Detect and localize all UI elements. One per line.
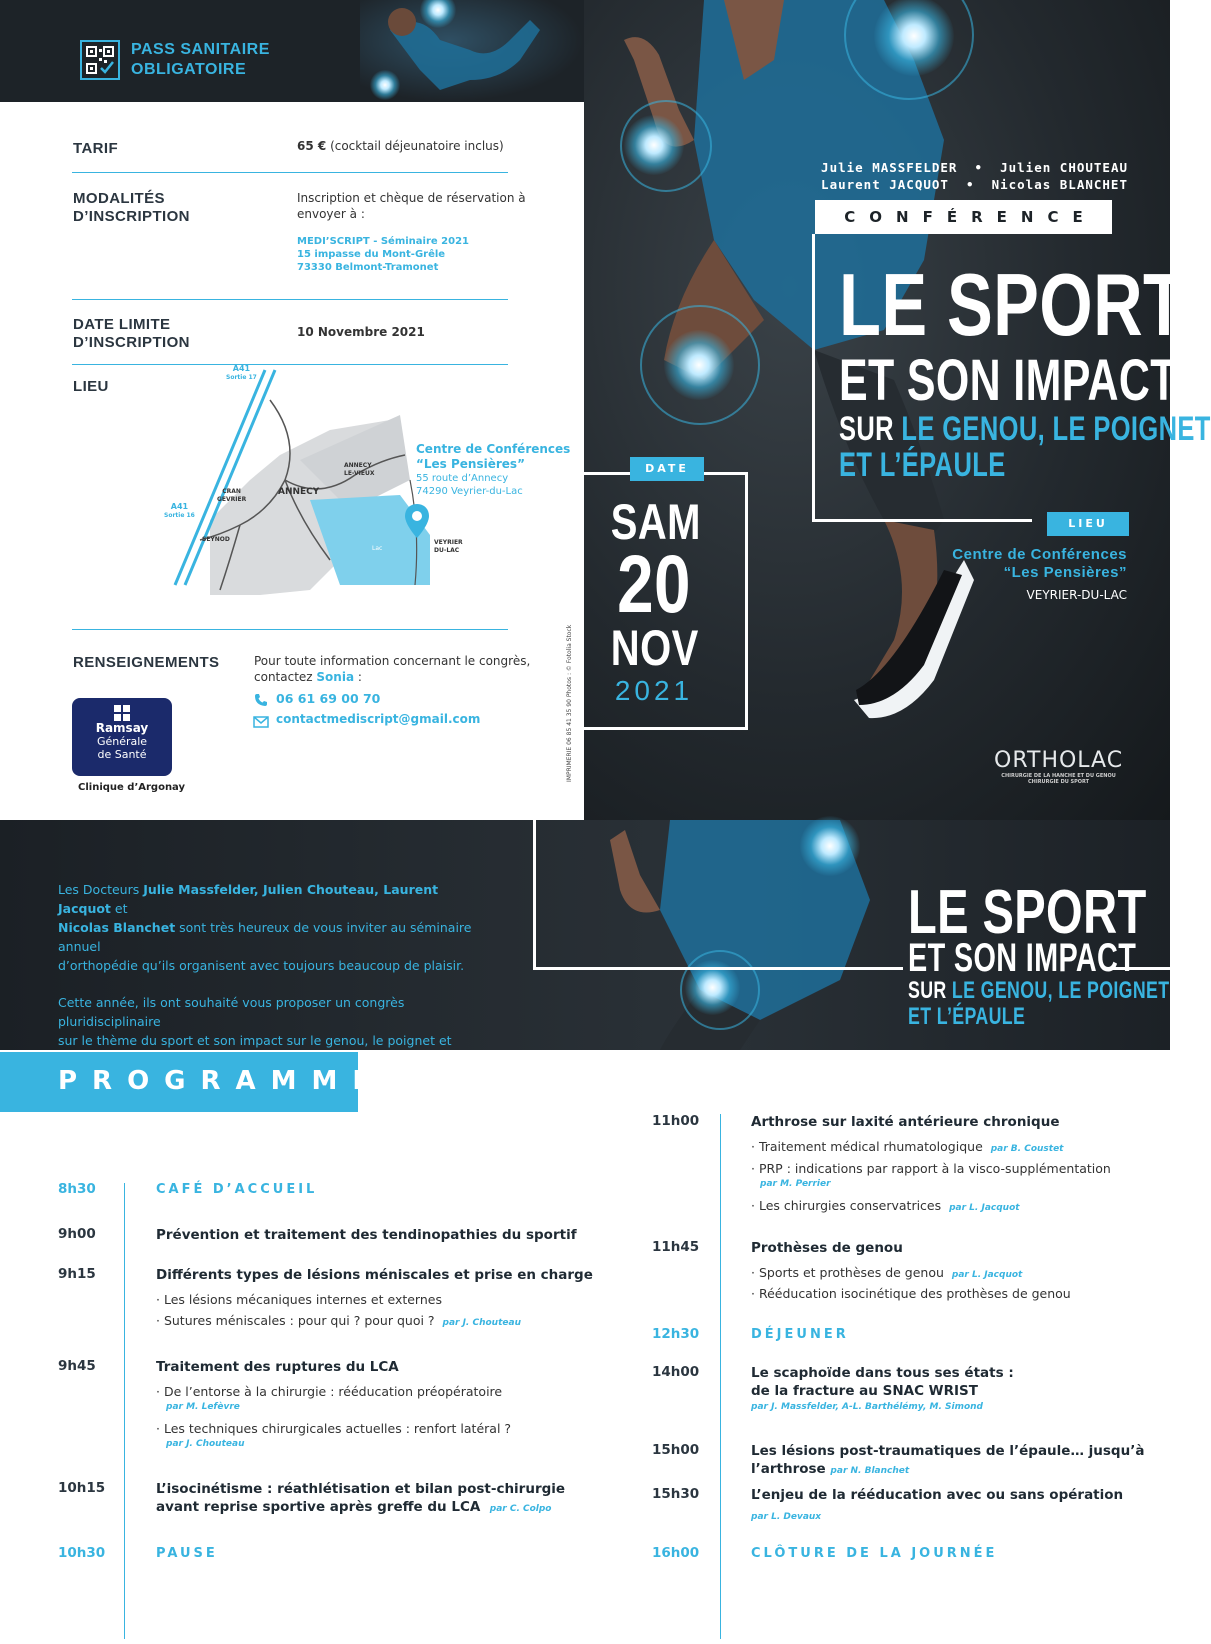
divider xyxy=(72,299,508,300)
session-time: 9h15 xyxy=(58,1266,96,1282)
tarif-value xyxy=(297,138,504,154)
programme-right-timeline xyxy=(720,1114,721,1639)
subitem-text: Rééducation isocinétique des prothèses de genou xyxy=(758,1286,1071,1301)
cover-venue-city: VEYRIER-DU-LAC xyxy=(1026,588,1127,602)
cover-title-line3 xyxy=(839,410,1211,448)
date-tag: DATE xyxy=(630,457,704,481)
clinique-label: Clinique d’Argonay xyxy=(78,782,186,793)
session-subitem: · Les chirurgies conservatrices par L. Jacquot xyxy=(751,1198,1020,1213)
date-number: 20 xyxy=(617,539,691,630)
qr-code-icon xyxy=(80,40,120,80)
frame-line-bottom xyxy=(812,519,1032,522)
subitem-text: Sports et prothèses de genou xyxy=(758,1265,944,1280)
modalites-label-line1: MODALITÉS xyxy=(73,190,165,207)
band-frame-bottom xyxy=(533,967,903,970)
registration-info-panel xyxy=(0,102,584,820)
ortholac-sub2: CHIRURGIE DU SPORT xyxy=(1027,779,1090,785)
date-limite-label-line2: D’INSCRIPTION xyxy=(73,334,190,351)
ramsay-cross-icon xyxy=(72,705,172,721)
map-annecy-le-vieux xyxy=(344,462,374,478)
band-title-genou-poignet: LE GENOU, LE POIGNET xyxy=(951,977,1170,1004)
venue-street: 55 route d’Annecy xyxy=(416,473,509,484)
cover-title-line2: ET SON IMPACT xyxy=(839,348,1177,413)
session-subitem: · Les lésions mécaniques internes et externes xyxy=(156,1292,442,1307)
contact-suffix: : xyxy=(354,670,362,684)
venue-address xyxy=(416,442,570,498)
cover-venue-line1: Centre de Conférences xyxy=(952,546,1127,563)
email-icon xyxy=(253,713,269,732)
session-time: 8h30 xyxy=(58,1181,96,1197)
subitem-text: Les chirurgies conservatrices xyxy=(758,1198,942,1213)
session-title: PAUSE xyxy=(156,1546,218,1561)
venue-name-line1: Centre de Conférences xyxy=(416,442,571,456)
speaker-jacquot: Laurent JACQUOT xyxy=(821,177,949,192)
intro-p2-b: sur le thème du sport et son impact sur le genou, le poignet et xyxy=(58,1033,452,1048)
subitem-text: Sutures méniscales : pour qui ? pour quoi ? xyxy=(163,1313,435,1328)
session-time: 11h45 xyxy=(652,1239,700,1255)
map-cran-line1: CRAN xyxy=(222,488,241,495)
cover-title-genou-poignet: LE GENOU, LE POIGNET xyxy=(901,410,1211,448)
subitem-text: Les techniques chirurgicales actuelles : renfort latéral ? xyxy=(163,1421,512,1436)
speaker-credit: par M. Perrier xyxy=(760,1179,831,1189)
date-limite-label-line1: DATE LIMITE xyxy=(73,316,171,333)
session-time: 11h00 xyxy=(652,1113,700,1129)
contact-name: Sonia xyxy=(316,670,355,684)
session-time: 16h00 xyxy=(652,1545,700,1561)
cover-title-line4: ET L’ÉPAULE xyxy=(839,446,1006,484)
session-title-line1: Les lésions post-traumatiques de l’épaule… jusqu’à xyxy=(751,1443,1145,1459)
session-subitem: · Traitement médical rhumatologique par B. Coustet xyxy=(751,1139,1064,1154)
contact-text xyxy=(254,653,530,685)
session-time: 15h00 xyxy=(652,1442,700,1458)
session-subitem: · Sutures méniscales : pour qui ? pour quoi ? par J. Chouteau xyxy=(156,1313,521,1328)
cover-title-line1: LE SPORT xyxy=(839,255,1186,354)
phone-icon xyxy=(254,692,268,711)
session-title-line1: L’isocinétisme : réathlétisation et bilan post-chirurgie xyxy=(156,1481,566,1497)
phone-link[interactable]: 06 61 69 00 70 xyxy=(276,691,381,706)
intro-p1-d: d’orthopédie qu’ils organisent avec toujours beaucoup de plaisir. xyxy=(58,958,465,973)
date-day: SAM xyxy=(610,494,701,550)
cover-venue-line2: “Les Pensières” xyxy=(1003,564,1127,581)
intro-band xyxy=(0,820,1170,1050)
subitem-text: Les lésions mécaniques internes et externes xyxy=(163,1292,442,1307)
sortie-17: Sortie 17 xyxy=(226,374,257,381)
speaker-credit: par J. Massfelder, A-L. Barthélémy, M. Simond xyxy=(751,1402,983,1412)
speakers-line2: Laurent JACQUOT • Nicolas BLANCHET xyxy=(821,177,1128,192)
session-title: CAFÉ D’ACCUEIL xyxy=(156,1182,318,1197)
band-ring-knee xyxy=(680,950,760,1030)
contact-text-line1: Pour toute information concernant le congrès, xyxy=(254,654,531,668)
tarif-label: TARIF xyxy=(73,140,119,157)
session-title-text: L’enjeu de la rééducation avec ou sans opération xyxy=(751,1487,1124,1503)
band-title-line4: ET L’ÉPAULE xyxy=(908,1003,1026,1030)
modalites-text-line2: envoyer à : xyxy=(297,207,365,221)
a41-top-label xyxy=(226,364,257,382)
programme-header xyxy=(0,1052,386,1112)
cover-venue xyxy=(952,546,1127,604)
speaker-chouteau: Julien CHOUTEAU xyxy=(1000,160,1128,175)
ortholac-name: ORTHOLAC xyxy=(994,748,1124,773)
intro-p1-names: Julie Massfelder, Julien Chouteau, Laurent Jacquot xyxy=(58,882,439,916)
a41-top: A41 xyxy=(232,364,251,373)
sortie-16: Sortie 16 xyxy=(164,512,195,519)
session-title-line1: Le scaphoïde dans tous ses états : xyxy=(751,1365,1014,1381)
band-frame-left xyxy=(533,820,536,970)
speaker-credit: par M. Lefèvre xyxy=(166,1402,240,1412)
session-subitem: · Rééducation isocinétique des prothèses de genou xyxy=(751,1286,1071,1301)
date-limite-label xyxy=(73,316,190,352)
venue-city: 74290 Veyrier-du-Lac xyxy=(416,486,523,497)
session-time: 15h30 xyxy=(652,1486,700,1502)
modalites-label xyxy=(73,190,190,226)
speaker-credit: par J. Chouteau xyxy=(442,1318,521,1328)
speaker-credit: par N. Blanchet xyxy=(830,1466,910,1476)
speaker-credit: par L. Jacquot xyxy=(951,1270,1023,1280)
pass-sanitaire-line1: PASS SANITAIRE xyxy=(131,41,270,58)
speakers-list xyxy=(821,159,1128,193)
ortholac-logo xyxy=(994,748,1123,785)
session-title: DÉJEUNER xyxy=(751,1327,849,1342)
speaker-credit: par L. Devaux xyxy=(751,1512,822,1522)
email-link[interactable]: contactmediscript@gmail.com xyxy=(276,712,481,726)
session-time: 9h00 xyxy=(58,1226,96,1242)
intro-p1-c: sont très heureux de vous inviter au séminaire annuel xyxy=(58,920,472,954)
intro-paragraph-1 xyxy=(58,880,486,975)
map-seynod: SEYNOD xyxy=(202,536,230,543)
session-title-line2: de la fracture au SNAC WRIST xyxy=(751,1383,978,1399)
map-annecy: ANNECY xyxy=(278,487,320,497)
event-date xyxy=(600,496,708,708)
session-subitem: · Sports et prothèses de genou par L. Jacquot xyxy=(751,1265,1023,1280)
subitem-text: Traitement médical rhumatologique xyxy=(758,1139,983,1154)
print-credit: IMPRIMERIE 06 85 41 35 90 Photos : © Fotolia Stock xyxy=(566,624,573,782)
map-cran-line2: GEVRIER xyxy=(217,496,247,503)
speaker-credit: par B. Coustet xyxy=(990,1144,1064,1154)
session-subitem: · De l’entorse à la chirurgie : rééducation préopératoire xyxy=(156,1384,503,1399)
session-time: 9h45 xyxy=(58,1358,96,1374)
address-line2: 15 impasse du Mont-Grêle xyxy=(297,249,446,260)
intro-p1-a: Les Docteurs xyxy=(58,882,144,897)
speaker-massfelder: Julie MASSFELDER xyxy=(821,160,958,175)
lieu-label: LIEU xyxy=(73,378,109,395)
session-time: 10h30 xyxy=(58,1545,106,1561)
band-glow-shoulder xyxy=(800,816,860,876)
tarif-note: (cocktail déjeunatoire inclus) xyxy=(330,139,504,153)
mailing-address xyxy=(297,235,469,274)
contact-prefix: contactez xyxy=(254,670,317,684)
band-title-sur: SUR xyxy=(908,977,952,1004)
map-pin-icon xyxy=(405,504,429,542)
map-cran-gevrier xyxy=(217,488,246,504)
session-title: Traitement des ruptures du LCA xyxy=(156,1359,399,1375)
map-lac: Lac xyxy=(372,545,383,552)
a41-bottom: A41 xyxy=(170,502,189,511)
session-title xyxy=(751,1442,1144,1480)
intro-p2-a: Cette année, ils ont souhaité vous proposer un congrès pluridisciplinaire xyxy=(58,995,405,1029)
ring-knee xyxy=(640,305,760,425)
ramsay-line2: Générale xyxy=(96,735,148,748)
intro-p1-b: et xyxy=(110,901,128,916)
speaker-blanchet: Nicolas BLANCHET xyxy=(991,177,1128,192)
address-line1: MEDI’SCRIPT - Séminaire 2021 xyxy=(297,236,469,247)
date-year: 2021 xyxy=(614,675,694,706)
session-subitem: · Les techniques chirurgicales actuelles : renfort latéral ? xyxy=(156,1421,512,1436)
modalites-text-line1: Inscription et chèque de réservation à xyxy=(297,191,526,205)
subitem-text: De l’entorse à la chirurgie : rééducation préopératoire xyxy=(163,1384,503,1399)
lieu-tag: LIEU xyxy=(1047,512,1129,536)
session-time: 14h00 xyxy=(652,1364,700,1380)
date-month: NOV xyxy=(610,620,699,676)
session-title: Différents types de lésions méniscales et prise en charge xyxy=(156,1267,593,1283)
runner-photo-small xyxy=(360,0,584,102)
session-title xyxy=(156,1480,565,1518)
subitem-text: PRP : indications par rapport à la visco-supplémentation xyxy=(758,1161,1111,1176)
session-title-line2 xyxy=(751,1460,1144,1480)
ortholac-sub1: CHIRURGIE DE LA HANCHE ET DU GENOU xyxy=(1001,773,1116,779)
modalites-label-line2: D’INSCRIPTION xyxy=(73,208,190,225)
session-title: Prothèses de genou xyxy=(751,1240,903,1256)
date-limite-value: 10 Novembre 2021 xyxy=(297,325,425,339)
map-annecy-vieux-line1: ANNECY xyxy=(344,462,372,469)
venue-name-line2: “Les Pensières” xyxy=(416,457,525,471)
address-line3: 73330 Belmont-Tramonet xyxy=(297,262,439,273)
session-title xyxy=(751,1364,1014,1414)
a41-bottom-label xyxy=(164,502,195,520)
band-title-line2: ET SON IMPACT xyxy=(908,936,1137,980)
speaker-credit: par J. Chouteau xyxy=(166,1439,245,1449)
session-title-line2-text: avant reprise sportive après greffe du LCA xyxy=(156,1499,481,1515)
divider xyxy=(72,172,508,173)
session-title-line2-text: l’arthrose xyxy=(751,1461,826,1477)
modalites-text xyxy=(297,190,526,222)
speaker-credit: par C. Colpo xyxy=(489,1504,552,1514)
map-veyrier-line1: VEYRIER xyxy=(434,539,463,546)
tarif-price: 65 € xyxy=(297,139,327,153)
session-title xyxy=(751,1486,1123,1526)
programme-left-timeline xyxy=(124,1183,125,1639)
session-title: CLÔTURE DE LA JOURNÉE xyxy=(751,1546,998,1561)
session-subitem: · PRP : indications par rapport à la visco-supplémentation xyxy=(751,1161,1111,1176)
session-time: 10h15 xyxy=(58,1480,106,1496)
speakers-line1: Julie MASSFELDER • Julien CHOUTEAU xyxy=(821,160,1128,175)
programme-title: PROGRAMME xyxy=(58,1066,386,1096)
map-veyrier xyxy=(434,539,463,555)
speaker-credit: par L. Jacquot xyxy=(949,1203,1020,1213)
pass-sanitaire-banner xyxy=(0,0,584,102)
session-title: Prévention et traitement des tendinopathies du sportif xyxy=(156,1227,577,1243)
session-time: 12h30 xyxy=(652,1326,700,1342)
frame-line-left xyxy=(812,234,815,522)
ramsay-line1: Ramsay xyxy=(95,721,149,735)
renseignements-label: RENSEIGNEMENTS xyxy=(73,654,220,671)
contact-text-line2 xyxy=(254,669,530,685)
band-title-line1: LE SPORT xyxy=(908,878,1147,947)
cover-panel xyxy=(584,0,1211,820)
pass-sanitaire-line2: OBLIGATOIRE xyxy=(131,61,247,78)
intro-text xyxy=(58,880,486,1069)
map-veyrier-line2: DU-LAC xyxy=(434,547,460,554)
conference-tag: CONFÉRENCE xyxy=(815,200,1112,234)
band-title-line3 xyxy=(908,978,1169,1004)
ramsay-line3: de Santé xyxy=(97,748,147,761)
cover-title-sur: SUR xyxy=(839,410,902,448)
intro-p1-name2: Nicolas Blanchet xyxy=(58,920,176,935)
map-annecy-vieux-line2: LE-VIEUX xyxy=(344,470,375,477)
session-title-line2 xyxy=(156,1498,565,1518)
session-title: Arthrose sur laxité antérieure chronique xyxy=(751,1114,1060,1130)
ramsay-logo xyxy=(72,698,172,776)
divider xyxy=(72,629,508,630)
ring-wrist xyxy=(620,100,712,192)
